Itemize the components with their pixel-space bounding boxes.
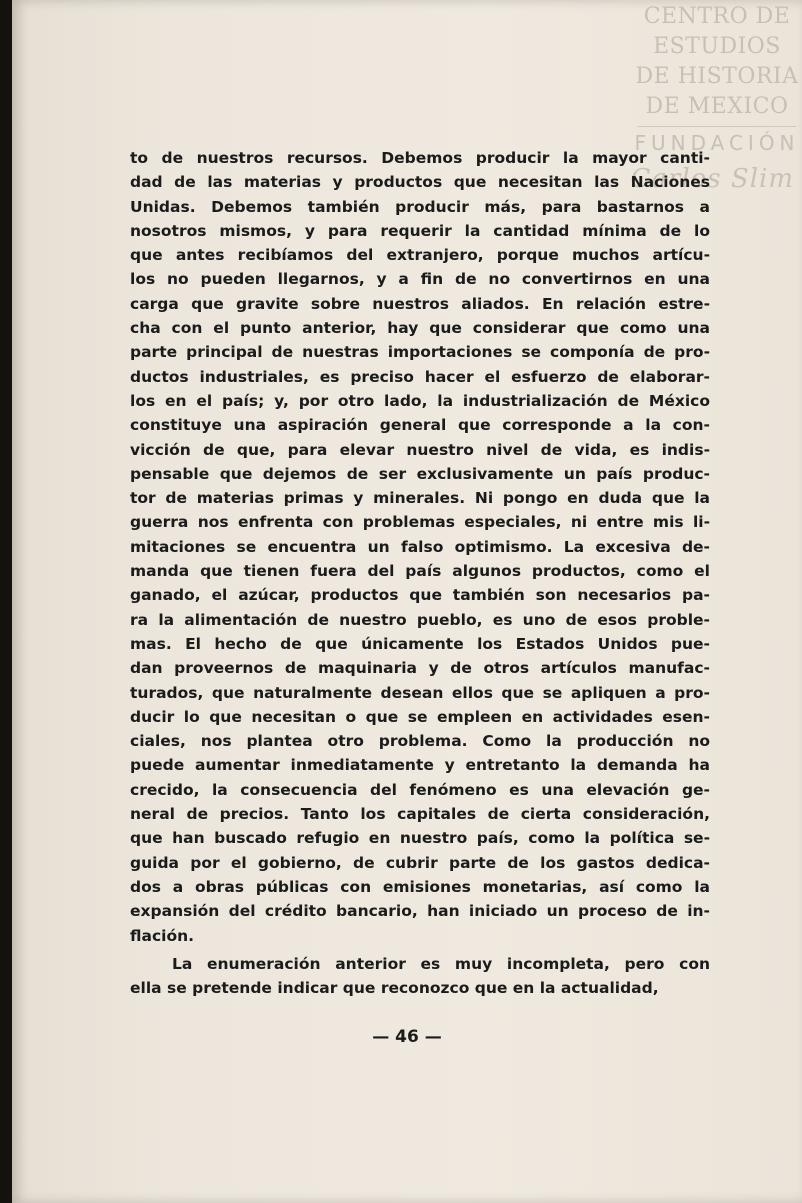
text-line: ciales, nos plantea otro problema. Como la producción no [130,732,710,751]
watermark-foundation: FUNDACIÓN [634,131,800,155]
text-line: guida por el gobierno, de cubrir parte de los gastos dedica- [130,853,710,872]
text-line: ra la alimentación de nuestro pueblo, es uno de esos proble- [130,610,710,629]
watermark-line: DE HISTORIA [635,64,799,89]
text-line: dan proveernos de maquinaria y de otros artículos manufac- [130,659,710,678]
body-text [130,146,710,1000]
text-line: crecido, la consecuencia del fenómeno es una elevación ge- [130,780,710,799]
text-line: carga que gravite sobre nuestros aliados. En relación estre- [130,294,710,313]
text-line: dos a obras públicas con emisiones monetarias, así como la [130,877,710,896]
text-line: los en el país; y, por otro lado, la industrialización de México [130,391,710,410]
page-number: — 46 — [372,1027,442,1047]
text-line: constituye una aspiración general que corresponde a la con- [130,416,710,435]
text-line: La enumeración anterior es muy incompleta, pero con [172,954,710,973]
text-line: que han buscado refugio en nuestro país, como la política se- [130,829,710,848]
text-line: tor de materias primas y minerales. Ni pongo en duda que la [130,489,710,508]
paragraph-2 [130,952,710,1001]
text-line: ducir lo que necesitan o que se empleen en actividades esen- [130,707,710,726]
text-line: neral de precios. Tanto los capitales de cierta consideración, [130,805,710,824]
text-line: expansión del crédito bancario, han iniciado un proceso de in- [130,902,710,921]
text-line: que antes recibíamos del extranjero, porque muchos artícu- [130,246,710,265]
text-line: vicción de que, para elevar nuestro nivel de vida, es indis- [130,440,710,459]
text-line: flación. [130,926,195,945]
text-line: puede aumentar inmediatamente y entretanto la demanda ha [130,756,710,775]
text-line: pensable que dejemos de ser exclusivamente un país produc- [130,464,710,483]
text-line: to de nuestros recursos. Debemos producir la mayor canti- [130,149,710,167]
text-line: turados, que naturalmente desean ellos que se apliquen a pro- [130,683,710,702]
text-line: manda que tienen fuera del país algunos productos, como el [130,562,710,581]
text-line: parte principal de nuestras importaciones se componía de pro- [130,343,710,362]
text-line: cha con el punto anterior, hay que considerar que como una [130,319,710,338]
text-line: mas. El hecho de que únicamente los Estados Unidos pue- [130,634,710,653]
text-line: ganado, el azúcar, productos que también son necesarios pa- [130,586,710,605]
text-line: los no pueden llegarnos, y a fin de no convertirnos en una [130,270,710,289]
archive-watermark [632,0,802,155]
watermark-divider [638,126,796,127]
text-line: Unidas. Debemos también producir más, para bastarnos a [130,197,710,216]
text-line: dad de las materias y productos que necesitan las Naciones [130,173,710,192]
watermark-signature: Carlos Slim [630,164,794,194]
watermark-line: DE MEXICO [645,94,789,119]
watermark-line: CENTRO DE [643,4,791,29]
paragraph-1 [130,146,710,948]
text-line: ella se pretende indicar que reconozco que en la actualidad, [130,979,659,998]
text-line: nosotros mismos, y para requerir la cantidad mínima de lo [130,221,710,240]
document-page [12,0,802,1203]
text-line: ductos industriales, es preciso hacer el esfuerzo de elaborar- [130,367,710,386]
text-line: mitaciones se encuentra un falso optimismo. La excesiva de- [130,537,710,556]
watermark-line: ESTUDIOS [653,34,781,59]
text-line: guerra nos enfrenta con problemas especiales, ni entre mis li- [130,513,710,532]
